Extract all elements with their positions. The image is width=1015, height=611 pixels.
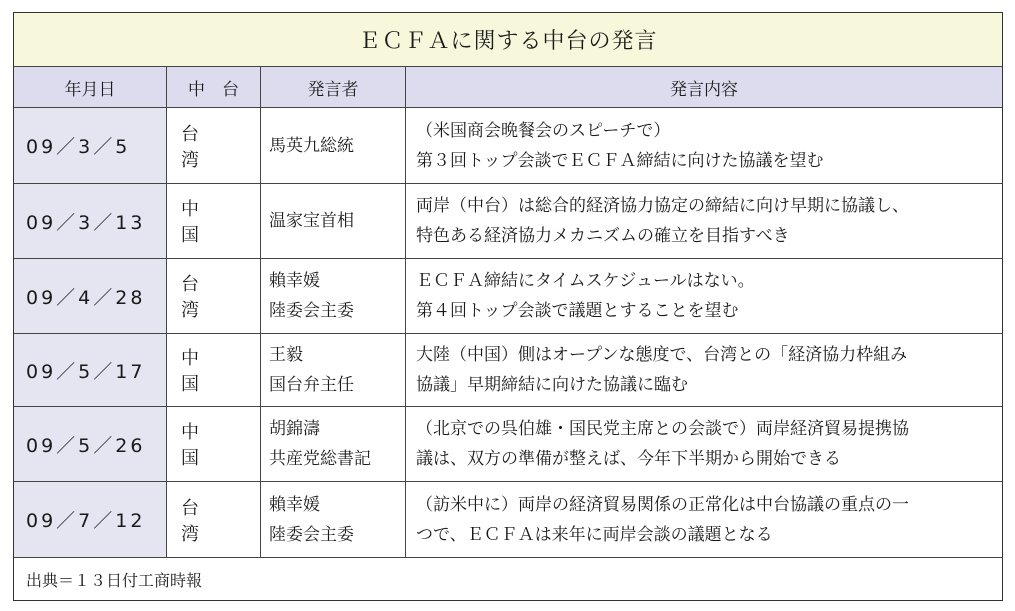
content-line: （米国商会晩餐会のスピーチで） [416, 120, 671, 141]
content-line: 協議」早期締結に向けた協議に臨む [416, 375, 688, 395]
row-speaker [261, 184, 406, 259]
row-side: 中 国 [167, 407, 261, 482]
row-side: 中 国 [167, 334, 261, 407]
source-note: 出典＝１３日付工商時報 [26, 570, 203, 590]
content-line: 特色ある経済協力メカニズムの確立を目指すべき [416, 226, 790, 246]
content-line: 第４回トップ会談で議題とすることを望む [416, 301, 739, 321]
statements-table [13, 12, 1003, 601]
row-date: 09／5／17 [14, 334, 167, 407]
speaker-title: 陸委会主委 [269, 524, 354, 545]
header-content: 発言内容 [406, 67, 1002, 108]
row-speaker [261, 259, 406, 334]
header-date: 年月日 [14, 67, 167, 108]
content-line: 第３回トップ会談でＥＣＦＡ締結に向けた協議を望む [416, 150, 824, 171]
row-content [406, 334, 1002, 407]
row-date: 09／4／28 [14, 259, 167, 334]
row-side: 台 湾 [167, 482, 261, 558]
speaker-name: 王毅 [269, 345, 303, 365]
content-line: 議は、双方の準備が整えば、今年下半期から開始できる [416, 449, 841, 469]
row-speaker [261, 482, 406, 558]
speaker-title: 共産党総書記 [269, 449, 371, 469]
header-side: 中 台 [167, 67, 261, 108]
content-line: 大陸（中国）側はオープンな態度で、台湾との「経済協力枠組み [416, 345, 908, 365]
content-line: 両岸（中台）は総合的経済協力協定の締結に向け早期に協議し、 [416, 196, 909, 216]
row-side: 中 国 [167, 184, 261, 259]
row-speaker [261, 334, 406, 407]
content-line: （訪米中に）両岸の経済貿易関係の正常化は中台協議の重点の一 [416, 494, 909, 515]
row-date: 09／3／5 [14, 108, 167, 184]
row-content [406, 259, 1002, 334]
row-speaker [261, 108, 406, 184]
row-speaker [261, 407, 406, 482]
content-line: ＥＣＦＡ締結にタイムスケジュールはない。 [416, 271, 755, 291]
row-date: 09／5／26 [14, 407, 167, 482]
row-content [406, 184, 1002, 259]
table-title: ＥＣＦＡに関する中台の発言 [14, 13, 1002, 67]
speaker-title: 陸委会主委 [269, 301, 354, 321]
row-content [406, 108, 1002, 184]
row-content [406, 407, 1002, 482]
speaker-name: 胡錦濤 [269, 419, 320, 439]
row-side: 台 湾 [167, 108, 261, 184]
speaker-name: 馬英九総統 [269, 135, 354, 156]
speaker-name: 賴幸媛 [269, 271, 320, 291]
speaker-name: 賴幸媛 [269, 494, 320, 515]
content-line: （北京での呉伯雄・国民党主席との会談で）両岸経済貿易提携協 [416, 419, 909, 439]
row-date: 09／3／13 [14, 184, 167, 259]
header-speaker: 発言者 [261, 67, 406, 108]
content-line: つで、ＥＣＦＡは来年に両岸会談の議題となる [416, 524, 773, 545]
speaker-name: 温家宝首相 [269, 211, 354, 231]
row-content [406, 482, 1002, 558]
row-date: 09／7／12 [14, 482, 167, 558]
speaker-title: 国台弁主任 [269, 375, 354, 395]
row-side: 台 湾 [167, 259, 261, 334]
